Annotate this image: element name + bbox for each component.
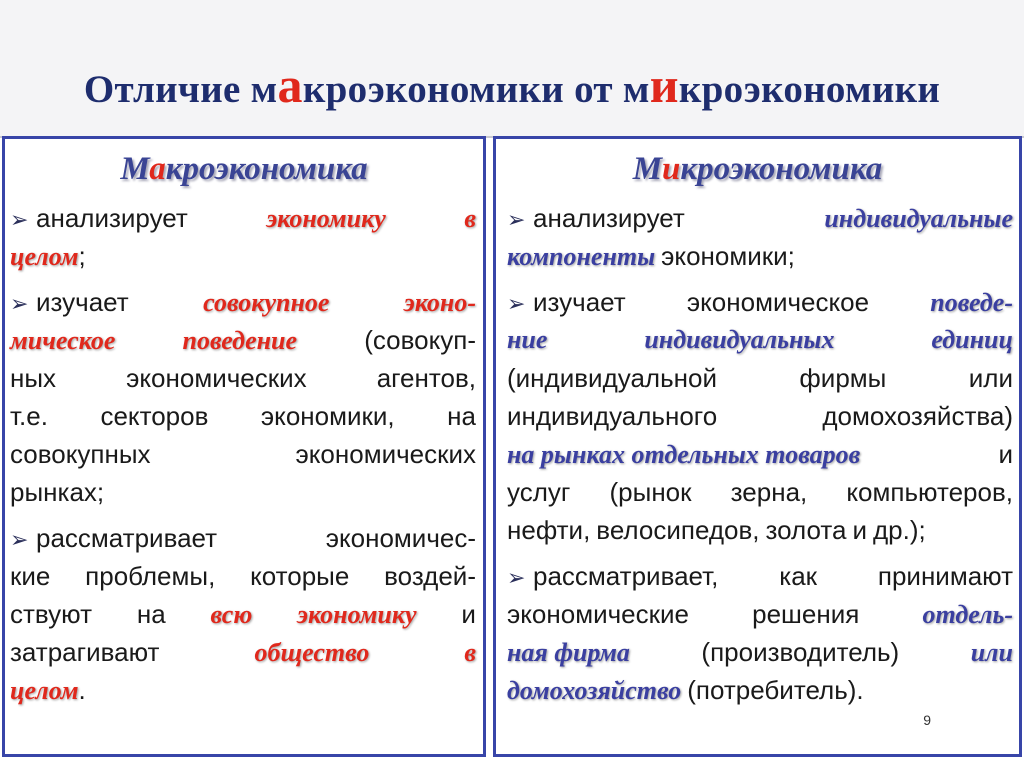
title-part3: кроэкономики: [678, 68, 941, 111]
text: ствуют: [10, 599, 92, 629]
text: (производитель): [701, 637, 900, 667]
text: экономических: [295, 439, 476, 469]
micro-line: [507, 199, 1013, 237]
emphasis-red: совокупное: [203, 288, 330, 317]
text: проблемы,: [85, 561, 216, 591]
text: анализирует: [533, 203, 685, 233]
emphasis-red: эконо-: [403, 288, 476, 317]
macro-line: [10, 595, 476, 633]
text: экономические: [507, 599, 689, 629]
micro-line: [507, 595, 1013, 633]
text: решения: [752, 599, 860, 629]
macro-line: [10, 557, 476, 595]
micro-body: [507, 199, 1013, 709]
text: совокупных: [10, 439, 151, 469]
text: как: [779, 561, 818, 591]
text: и: [998, 439, 1013, 469]
macro-heading-rest: кроэкономика: [165, 151, 368, 187]
emphasis-red: экономику: [266, 204, 386, 233]
emphasis-blue: компоненты: [507, 242, 656, 271]
emphasis-blue: поведе-: [930, 288, 1013, 317]
emphasis-red: экономику: [297, 600, 417, 629]
macro-line: [10, 397, 476, 435]
arrow-bullet-icon: ➢: [10, 527, 29, 552]
macro-line: [10, 237, 476, 275]
macro-line: [10, 473, 476, 511]
text: т.е.: [10, 401, 48, 431]
text: и: [852, 515, 867, 545]
emphasis-red: всю: [210, 600, 253, 629]
micro-line: [507, 633, 1013, 671]
micro-heading: [496, 151, 1019, 188]
arrow-bullet-icon: ➢: [507, 207, 526, 232]
text: затрагивают: [10, 637, 160, 667]
text: (потребитель: [687, 675, 848, 705]
emphasis-blue: или: [970, 638, 1013, 667]
emphasis-blue: на рынках отдельных товаров: [507, 440, 861, 469]
text: (совокуп-: [364, 325, 476, 355]
emphasis-blue: отдель-: [922, 600, 1013, 629]
emphasis-red: в: [464, 638, 476, 667]
text: экономическое: [686, 287, 870, 317]
micro-line: [507, 511, 1013, 549]
macro-heading-accent: а: [149, 151, 166, 187]
title-accent-i: и: [649, 57, 679, 113]
text: фирмы: [799, 363, 887, 393]
macro-heading: [5, 151, 483, 188]
arrow-bullet-icon: ➢: [10, 291, 29, 316]
text: кие: [10, 561, 51, 591]
emphasis-red: общество: [254, 638, 370, 667]
text: .: [78, 675, 86, 705]
text: ных: [10, 363, 57, 393]
text: велосипедов,: [596, 515, 760, 545]
micro-line: [507, 557, 1013, 595]
text: ).: [847, 675, 864, 705]
micro-heading-accent: и: [662, 151, 681, 187]
emphasis-red: поведение: [182, 326, 298, 355]
text: рынках;: [10, 477, 105, 507]
macro-line: [10, 321, 476, 359]
emphasis-red: целом: [10, 676, 79, 705]
macro-body: [10, 199, 476, 709]
text: и: [461, 599, 476, 629]
text: на: [136, 599, 166, 629]
text: (индивидуальной: [507, 363, 717, 393]
text: нефти,: [507, 515, 591, 545]
page-number: 9: [923, 712, 931, 728]
text: экономики,: [260, 401, 395, 431]
text: экономичес-: [325, 523, 476, 553]
emphasis-blue: индивидуальных: [644, 325, 835, 354]
text: рассматривает: [36, 523, 218, 553]
text: на: [447, 401, 476, 431]
emphasis-blue: домохозяйство: [507, 676, 682, 705]
text: принимают: [877, 561, 1013, 591]
micro-line: [507, 237, 1013, 275]
macro-line: [10, 519, 476, 557]
micro-line: [507, 359, 1013, 397]
title-accent-a: а: [277, 57, 303, 113]
text: ;: [78, 241, 86, 271]
arrow-bullet-icon: ➢: [507, 291, 526, 316]
arrow-bullet-icon: ➢: [507, 565, 526, 590]
macro-line: [10, 633, 476, 671]
text: секторов: [100, 401, 209, 431]
micro-heading-rest: кроэкономика: [680, 151, 883, 187]
macro-line: [10, 435, 476, 473]
emphasis-blue: индивидуальные: [824, 204, 1013, 233]
text: экономики;: [661, 241, 795, 271]
emphasis-red: мическое: [10, 326, 116, 355]
text: воздей-: [384, 561, 476, 591]
text: индивидуального: [507, 401, 718, 431]
text: домохозяйства): [822, 401, 1013, 431]
macro-line: [10, 283, 476, 321]
micro-panel: [493, 136, 1022, 757]
text: или: [968, 363, 1013, 393]
emphasis-red: целом: [10, 242, 79, 271]
slide-title: [0, 56, 1024, 114]
macro-heading-first: М: [120, 151, 150, 187]
title-part1: Отличие м: [83, 68, 278, 111]
micro-line: [507, 671, 1013, 709]
macro-panel: [2, 136, 486, 757]
arrow-bullet-icon: ➢: [10, 207, 29, 232]
macro-line: [10, 199, 476, 237]
micro-line: [507, 283, 1013, 321]
text: зерна,: [730, 477, 808, 507]
text: изучает: [533, 287, 626, 317]
text: золота: [765, 515, 847, 545]
emphasis-red: в: [464, 204, 476, 233]
text: рассматривает,: [533, 561, 719, 591]
macro-line: [10, 671, 476, 709]
title-part2: кроэкономики от м: [302, 68, 650, 111]
text: которые: [250, 561, 350, 591]
micro-line: [507, 473, 1013, 511]
micro-line: [507, 321, 1013, 359]
macro-line: [10, 359, 476, 397]
micro-line: [507, 397, 1013, 435]
micro-heading-first: М: [632, 151, 663, 187]
text: (рынок: [609, 477, 692, 507]
emphasis-blue: ная фирма: [507, 638, 630, 667]
text: компьютеров,: [846, 477, 1013, 507]
emphasis-blue: ние: [507, 325, 548, 354]
text: агентов,: [376, 363, 476, 393]
emphasis-blue: единиц: [931, 325, 1013, 354]
text: услуг: [507, 477, 571, 507]
text: изучает: [36, 287, 129, 317]
micro-line: [507, 435, 1013, 473]
text: др.);: [872, 515, 926, 545]
text: экономических: [126, 363, 307, 393]
text: анализирует: [36, 203, 188, 233]
